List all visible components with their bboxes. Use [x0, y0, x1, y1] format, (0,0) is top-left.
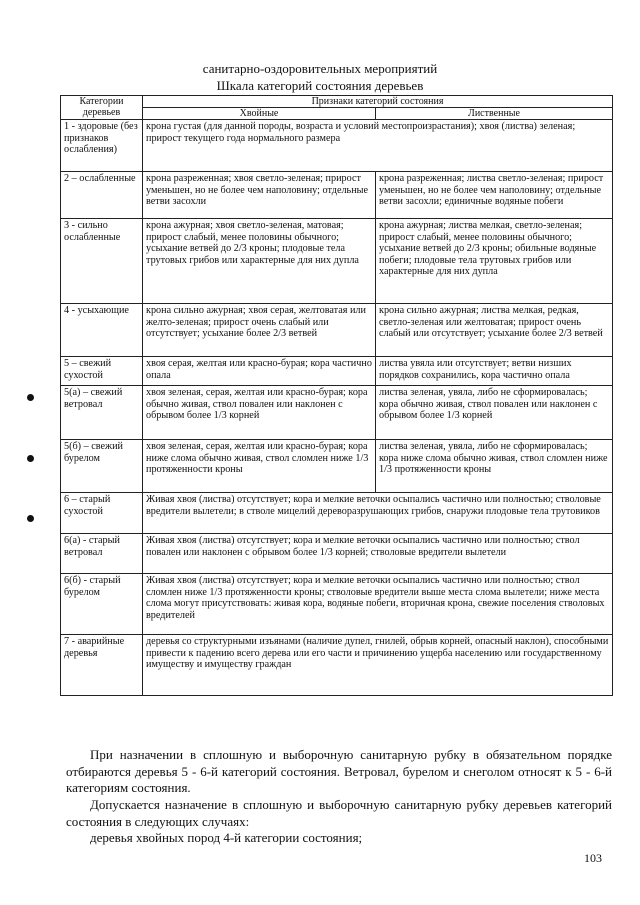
table-row [61, 574, 613, 635]
category-cell: 5(б) – свежий бурелом [61, 440, 143, 493]
description-cell: крона густая (для данной породы, возраста и условий местопроизрастания); хвоя (листва) зеленая; прирост текущего года нормального размера [143, 120, 613, 172]
deciduous-cell: крона разреженная; листва светло-зеленая; прирост уменьшен, но не более чем наполовину; отдельные ветви засохли; единичные водяные побеги [376, 172, 613, 219]
description-cell: Живая хвоя (листва) отсутствует; кора и мелкие веточки осыпались частично или полностью; стволовые вредители вылетели; в стволе мицелий дереворазрушающих грибов, снаружи плодовые тела трутовиков [143, 493, 613, 534]
deciduous-cell: листва увяла или отсутствует; ветви низших порядков сохранились, кора частично опала [376, 357, 613, 386]
table-row [61, 304, 613, 357]
category-cell: 4 - усыхающие [61, 304, 143, 357]
category-cell: 6(б) - старый бурелом [61, 574, 143, 635]
conifer-cell: хвоя зеленая, серая, желтая или красно-бурая; кора обычно живая, ствол повален или наклонен с обрывом более 1/3 корней [143, 386, 376, 440]
deciduous-cell: листва зеленая, увяла, либо не сформировалась; кора ниже слома обычно живая, ствол сломлен ниже 1/3 протяженности кроны [376, 440, 613, 493]
description-cell: Живая хвоя (листва) отсутствует; кора и мелкие веточки осыпались частично или полностью; ствол сломлен ниже 1/3 протяженности кроны; стволовые вредители выше места слома вылетели; ниже места слома могут присутствовать: живая кора, водяные побеги, вторичная крона, свежие поселения стволовых вредителей [143, 574, 613, 635]
table-row [61, 386, 613, 440]
conifer-cell: хвоя зеленая, серая, желтая или красно-бурая; кора ниже слома обычно живая, ствол сломлен ниже 1/3 протяженности кроны [143, 440, 376, 493]
category-cell: 6 – старый сухостой [61, 493, 143, 534]
category-cell: 5(а) – свежий ветровал [61, 386, 143, 440]
margin-bullet [27, 394, 34, 401]
document-subtitle: санитарно-оздоровительных мероприятий [202, 61, 438, 76]
table-subheader-row [61, 108, 613, 120]
category-cell: 1 - здоровые (без признаков ослабления) [61, 120, 143, 172]
paragraph-list-item: деревья хвойных пород 4-й категории состояния; [90, 830, 363, 845]
conifer-cell: крона сильно ажурная; хвоя серая, желтоватая или желто-зеленая; прирост очень слабый или отсутствует; усыхание более 2/3 ветвей [143, 304, 376, 357]
table-row [61, 172, 613, 219]
table-row [61, 440, 613, 493]
table-row [61, 219, 613, 304]
deciduous-cell: крона сильно ажурная; листва мелкая, редкая, светло-зеленая или желтоватая; прирост очень слабый или отсутствует; усыхание более 2/3 ветвей [376, 304, 613, 357]
category-cell: 5 – свежий сухостой [61, 357, 143, 386]
header-category: Категории деревьев [61, 96, 143, 120]
category-cell: 7 - аварийные деревья [61, 635, 143, 696]
description-cell: Живая хвоя (листва) отсутствует; кора и мелкие веточки осыпались частично или полностью; ствол повален или наклонен с обрывом более 1/3 корней; стволовые вредители вылетели [143, 534, 613, 574]
table-row [61, 534, 613, 574]
margin-bullet [27, 455, 34, 462]
conifer-cell: крона ажурная; хвоя светло-зеленая, матовая; прирост слабый, менее половины обычного; усыхание ветвей до 2/3 кроны; плодовые тела трутовых грибов или характерные для них дупла [143, 219, 376, 304]
header-signs: Признаки категорий состояния [143, 96, 613, 108]
table-row [61, 120, 613, 172]
conifer-cell: хвоя серая, желтая или красно-бурая; кора частично опала [143, 357, 376, 386]
tree-condition-table [60, 95, 613, 696]
conifer-cell: крона разреженная; хвоя светло-зеленая; прирост уменьшен, но не более чем наполовину; отдельные ветви засохли [143, 172, 376, 219]
table-row [61, 357, 613, 386]
table-row [61, 635, 613, 696]
paragraph-selection-rule: При назначении в сплошную и выборочную санитарную рубку в обязательном порядке отбираются деревья 5 - 6-й категорий состояния. Ветровал, бурелом и снеголом относят к 5 - 6-й категориям состояния. [66, 747, 612, 795]
category-cell: 6(а) - старый ветровал [61, 534, 143, 574]
header-conifer: Хвойные [143, 108, 376, 120]
header-deciduous: Лиственные [376, 108, 613, 120]
table-row [61, 493, 613, 534]
deciduous-cell: крона ажурная; листва мелкая, светло-зеленая; прирост слабый, менее половины обычного; усыхание ветвей до 2/3 кроны; обильные водяные побеги; плодовые тела трутовых грибов или характерные для них дупла [376, 219, 613, 304]
category-cell: 3 - сильно ослабленные [61, 219, 143, 304]
description-cell: деревья со структурными изъянами (наличие дупел, гнилей, обрыв корней, опасный наклон), способными привести к падению всего дерева или его части и причинению ущерба населению или государственному имуществу и имуществу граждан [143, 635, 613, 696]
deciduous-cell: листва зеленая, увяла, либо не сформировалась; кора обычно живая, ствол повален или наклонен с обрывом более 1/3 корней [376, 386, 613, 440]
table-header-row [61, 96, 613, 108]
page-number: 103 [584, 851, 602, 865]
document-title: Шкала категорий состояния деревьев [216, 78, 424, 93]
paragraph-allowed-cases: Допускается назначение в сплошную и выборочную санитарную рубку деревьев категорий состояния в следующих случаях: [66, 797, 612, 829]
category-cell: 2 – ослабленные [61, 172, 143, 219]
margin-bullet [27, 515, 34, 522]
